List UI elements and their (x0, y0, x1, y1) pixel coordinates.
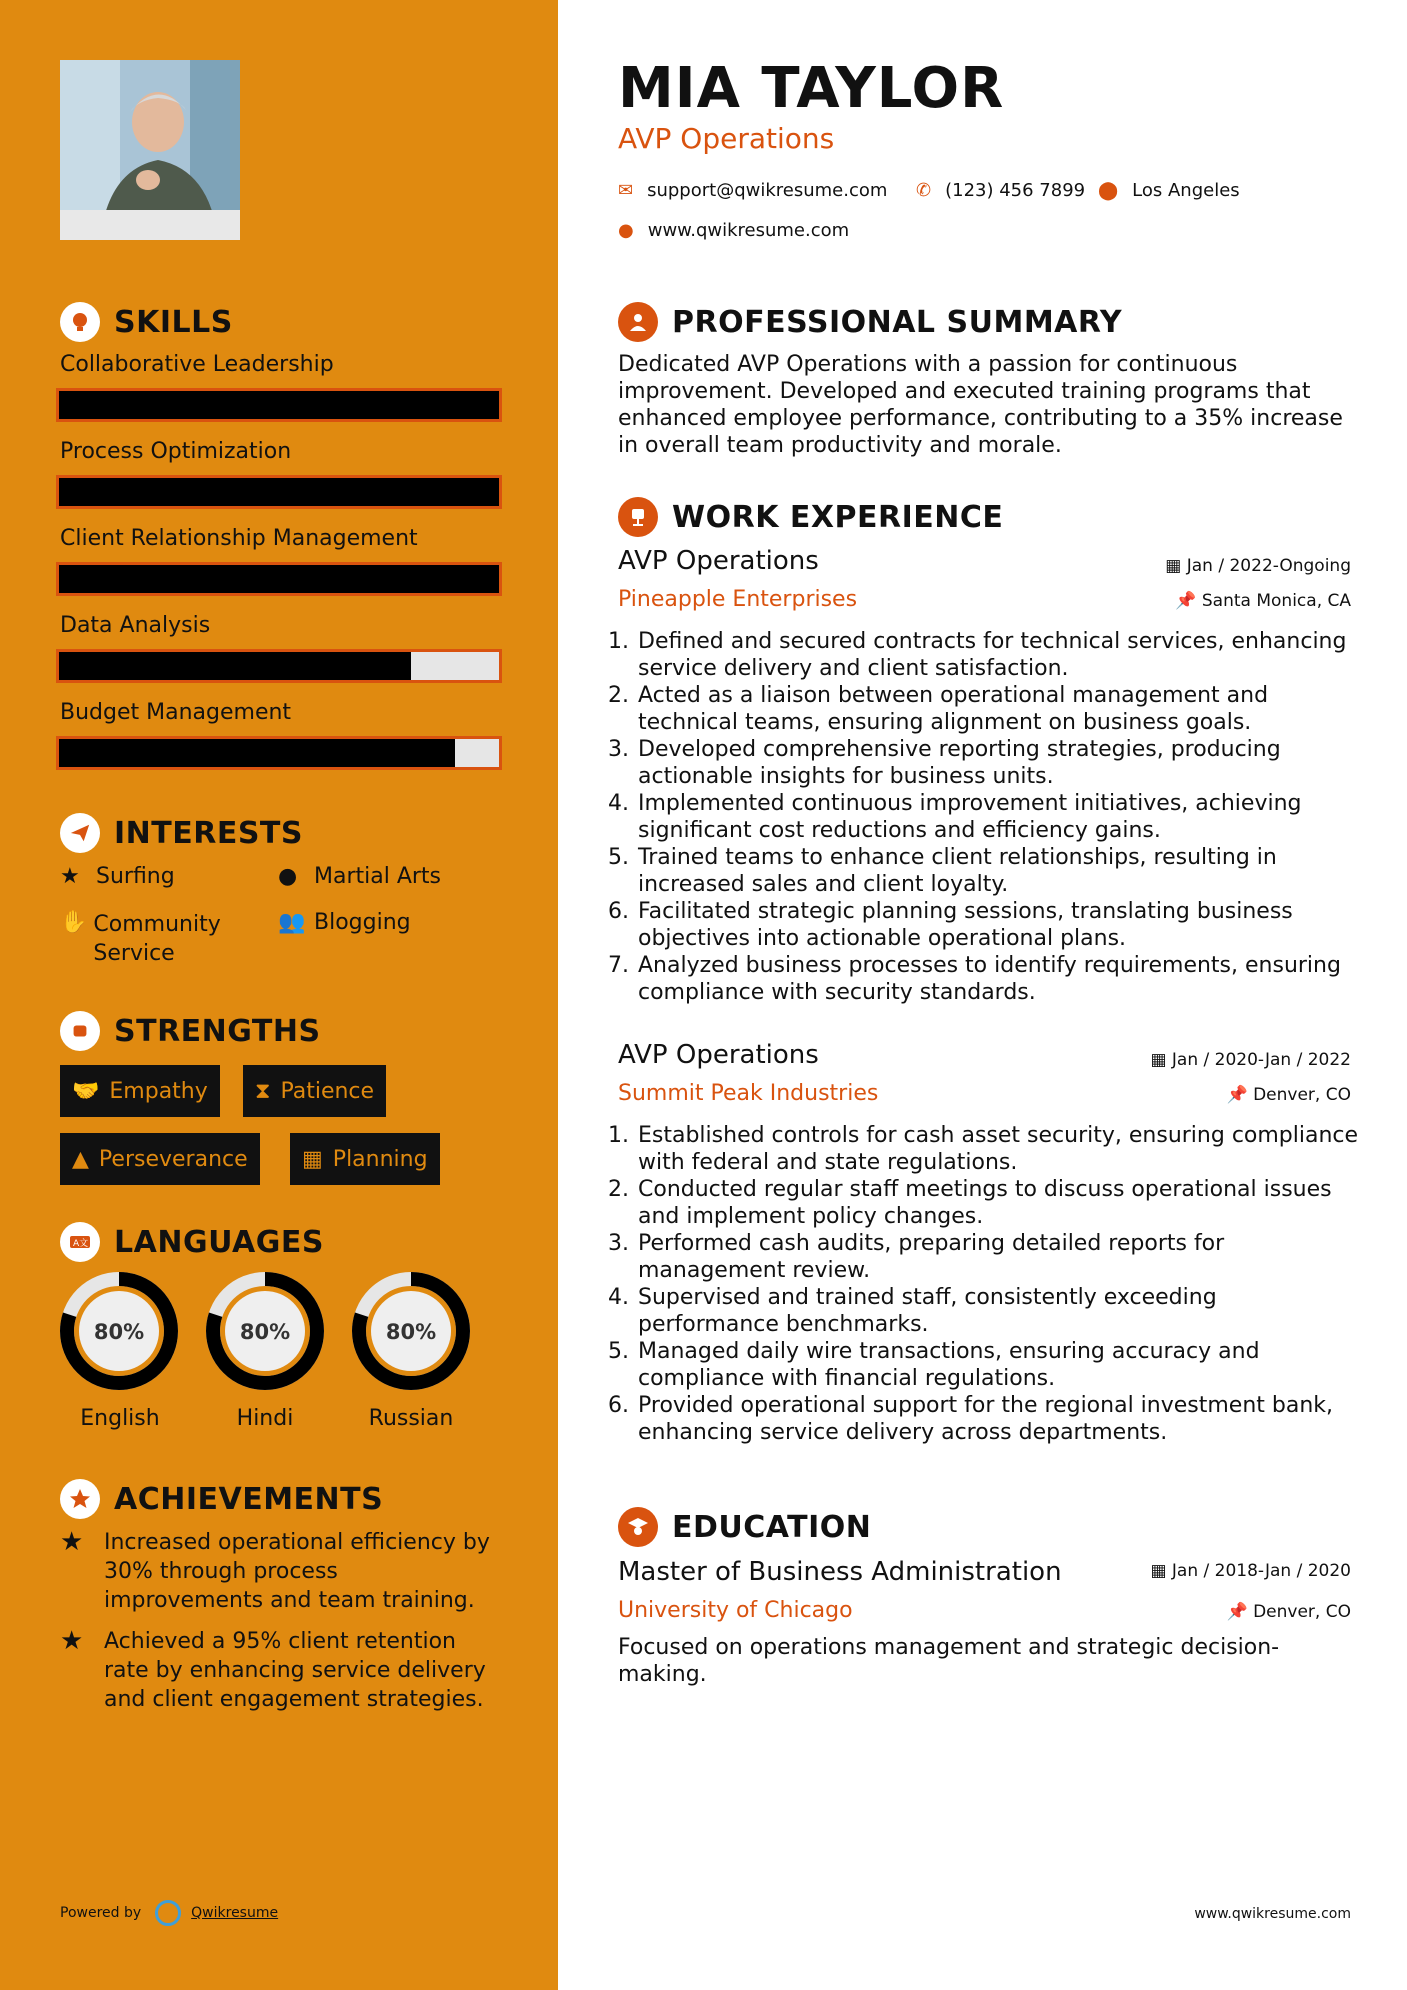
list-item: 4. Supervised and trained staff, consistently exceeding performance benchmarks. (636, 1284, 1363, 1338)
summary-title: PROFESSIONAL SUMMARY (672, 304, 1123, 340)
contact-email[interactable]: ✉ support@qwikresume.com (618, 180, 888, 201)
list-item: 6. Facilitated strategic planning sessions, translating business objectives into actionable operational plans. (636, 898, 1363, 952)
education-location: 📌 Denver, CO (1226, 1602, 1351, 1622)
candidate-name: MIA TAYLOR (618, 56, 1005, 121)
list-item: 5. Trained teams to enhance client relationships, resulting in increased sales and client loyalty. (636, 844, 1363, 898)
list-item: 3. Developed comprehensive reporting strategies, producing actionable insights for business units. (636, 736, 1363, 790)
skill-label: Data Analysis (60, 613, 211, 638)
strengths-heading (60, 1011, 321, 1051)
interest-item: ● Martial Arts (278, 864, 442, 889)
interests-heading (60, 813, 303, 853)
pin-icon: 📌 (1226, 1602, 1248, 1622)
award-star-icon (60, 1479, 100, 1519)
education-description: Focused on operations management and strategic decision-making. (618, 1635, 1280, 1687)
interest-item: 👥 Blogging (278, 910, 411, 935)
phone-icon: ✆ (916, 180, 932, 201)
contact-location: ⬤ Los Angeles (1098, 180, 1240, 201)
ring-percent-label: 80% (239, 1320, 291, 1344)
language-ring (58, 1270, 180, 1392)
contact-website[interactable]: ● www.qwikresume.com (618, 220, 850, 241)
ring-percent-label: 80% (385, 1320, 437, 1344)
strength-tag: ▦ Planning (290, 1133, 440, 1185)
experience-title: WORK EXPERIENCE (672, 499, 1004, 535)
calendar-icon: ▦ (1150, 1561, 1167, 1581)
globe-icon: ● (618, 220, 634, 241)
company-name: Pineapple Enterprises (618, 587, 858, 612)
list-item: 7. Analyzed business processes to identify requirements, ensuring compliance with security standards. (636, 952, 1363, 1006)
list-item: 1. Defined and secured contracts for technical services, enhancing service delivery and client satisfaction. (636, 628, 1363, 682)
language-name: Hindi (236, 1406, 294, 1431)
list-item: 1. Established controls for cash asset security, ensuring compliance with federal and state regulations. (636, 1122, 1363, 1176)
list-item: 2. Acted as a liaison between operational management and technical teams, ensuring alignment on business goals. (636, 682, 1363, 736)
interest-item: ✋ Community Service (60, 910, 221, 966)
skill-label: Process Optimization (60, 439, 292, 464)
summary-text: Dedicated AVP Operations with a passion for continuous improvement. Developed and executed training programs that enhanced employee performance, contributing to a 35% increase in overall team productivity and morale. (618, 352, 1343, 458)
job-date: ▦ Jan / 2022-Ongoing (1165, 556, 1351, 576)
list-item: 5. Managed daily wire transactions, ensuring accuracy and compliance with financial regulations. (636, 1338, 1363, 1392)
summary-heading (618, 302, 1122, 342)
main-content (558, 0, 1407, 1990)
qwikresume-logo-icon (155, 1900, 181, 1926)
star-icon: ★ (60, 864, 80, 889)
contact-phone[interactable]: ✆ (123) 456 7899 (916, 180, 1086, 201)
hourglass-icon: ⧗ (255, 1078, 271, 1104)
powered-by: Powered by Qwikresume (60, 1900, 278, 1926)
language-icon (60, 1222, 100, 1262)
interest-item: ★ Surfing (60, 864, 175, 889)
calendar-icon: ▦ (1150, 1050, 1167, 1070)
strengths-title: STRENGTHS (114, 1013, 321, 1049)
languages-title: LANGUAGES (114, 1224, 324, 1260)
ring-percent-label: 80% (93, 1320, 145, 1344)
progress-ring (350, 1270, 472, 1392)
achievement-item: ★ Achieved a 95% client retention rate by enhancing service delivery and client engagement strategies. (60, 1626, 486, 1712)
language-name: English (80, 1406, 160, 1431)
education-heading (618, 1507, 871, 1547)
progress-ring (58, 1270, 180, 1392)
profile-photo (60, 60, 240, 240)
skills-title: SKILLS (114, 304, 233, 340)
skill-bar (56, 388, 502, 422)
strength-tag: ▲ Perseverance (60, 1133, 260, 1185)
shooting-star-icon: ★ (60, 1527, 84, 1557)
language-ring (204, 1270, 326, 1392)
language-name: Russian (368, 1406, 454, 1431)
job-responsibilities (618, 628, 1363, 1006)
footer-website[interactable]: www.qwikresume.com (1194, 1906, 1351, 1922)
skill-bar (56, 736, 502, 770)
job-location: 📌 Denver, CO (1226, 1085, 1351, 1105)
fist-icon (60, 1011, 100, 1051)
svg-text:A文: A文 (73, 1239, 89, 1249)
experience-heading (618, 497, 1003, 537)
languages-heading (60, 1222, 324, 1262)
achievement-item: ★ Increased operational efficiency by 30% through process improvements and team training. (60, 1527, 490, 1613)
school-name: University of Chicago (618, 1598, 853, 1623)
handshake-icon: 🤝 (72, 1078, 100, 1104)
skill-bar (56, 649, 502, 683)
skill-label: Collaborative Leadership (60, 352, 334, 377)
calendar-icon: ▦ (1165, 556, 1182, 576)
list-item: 4. Implemented continuous improvement initiatives, achieving significant cost reductions and efficiency gains. (636, 790, 1363, 844)
interests-title: INTERESTS (114, 815, 303, 851)
skill-label: Client Relationship Management (60, 526, 418, 551)
job-date: ▦ Jan / 2020-Jan / 2022 (1150, 1050, 1351, 1070)
strength-tag: ⧗ Patience (243, 1065, 386, 1117)
shooting-star-icon: ★ (60, 1626, 84, 1656)
language-ring (350, 1270, 472, 1392)
sidebar (0, 0, 558, 1990)
road-icon: ▲ (72, 1146, 89, 1172)
list-item: 2. Conducted regular staff meetings to discuss operational issues and implement policy changes. (636, 1176, 1363, 1230)
list-item: 3. Performed cash audits, preparing detailed reports for management review. (636, 1230, 1363, 1284)
education-title: EDUCATION (672, 1509, 872, 1545)
user-icon (618, 302, 658, 342)
pin-icon: 📌 (1175, 591, 1197, 611)
strength-tag: 🤝 Empathy (60, 1065, 220, 1117)
globe-icon: ● (278, 864, 298, 889)
hand-icon: ✋ (60, 910, 88, 935)
skill-bar (56, 562, 502, 596)
achievements-heading (60, 1479, 383, 1519)
job-location: 📌 Santa Monica, CA (1175, 591, 1351, 611)
degree-title: Master of Business Administration (618, 1557, 1062, 1587)
calendar-icon: ▦ (302, 1146, 323, 1172)
skill-label: Budget Management (60, 700, 292, 725)
achievements-title: ACHIEVEMENTS (114, 1481, 384, 1517)
education-date: ▦ Jan / 2018-Jan / 2020 (1150, 1561, 1351, 1581)
briefcase-chair-icon (618, 497, 658, 537)
skill-bar (56, 475, 502, 509)
envelope-icon: ✉ (618, 180, 634, 201)
skills-heading (60, 302, 233, 342)
job-title: AVP Operations (618, 1040, 819, 1070)
pin-icon: 📌 (1226, 1085, 1248, 1105)
paper-plane-icon (60, 813, 100, 853)
candidate-role: AVP Operations (618, 122, 835, 155)
lightbulb-icon (60, 302, 100, 342)
job-responsibilities (618, 1122, 1363, 1446)
company-name: Summit Peak Industries (618, 1081, 879, 1106)
brand-link[interactable]: Qwikresume (191, 1905, 279, 1921)
map-pin-icon: ⬤ (1098, 180, 1119, 201)
list-item: 6. Provided operational support for the regional investment bank, enhancing service delivery across departments. (636, 1392, 1363, 1446)
graduate-icon (618, 1507, 658, 1547)
users-icon: 👥 (278, 910, 306, 935)
job-title: AVP Operations (618, 546, 819, 576)
progress-ring (204, 1270, 326, 1392)
